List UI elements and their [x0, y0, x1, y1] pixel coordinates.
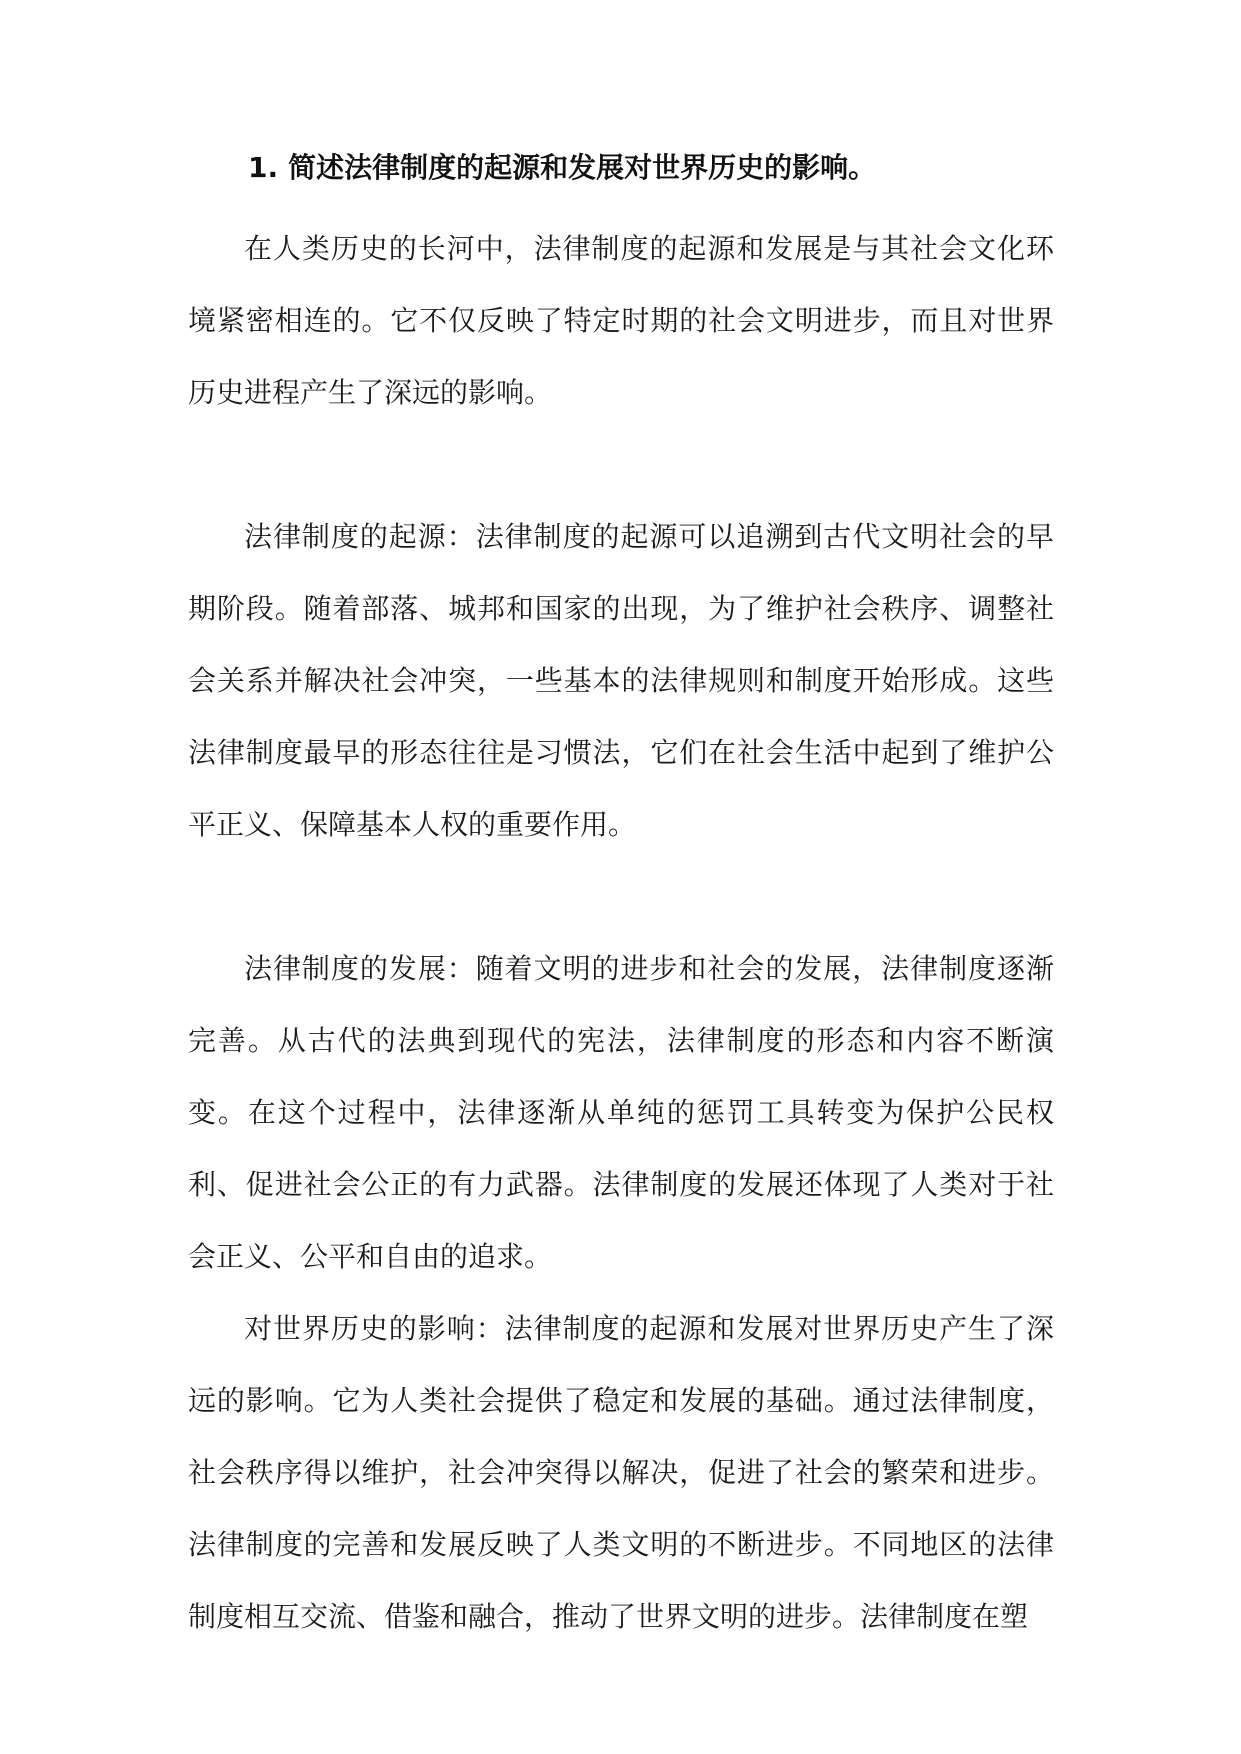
paragraph-influence: 对世界历史的影响：法律制度的起源和发展对世界历史产生了深远的影响。它为人类社会提供了稳定和发展的基础。通过法律制度，社会秩序得以维护，社会冲突得以解决，促进了社会的繁荣和进步。法律制度的完善和发展反映了人类文明的不断进步。不同地区的法律制度相互交流、借鉴和融合，推动了世界文明的进步。法律制度在塑 [188, 1312, 1054, 1633]
question-number: 1. [248, 151, 279, 184]
paragraph-development: 法律制度的发展：随着文明的进步和社会的发展，法律制度逐渐完善。从古代的法典到现代的宪法，法律制度的形态和内容不断演变。在这个过程中，法律逐渐从单纯的惩罚工具转变为保护公民权利、促进社会公正的有力武器。法律制度的发展还体现了人类对于社会正义、公平和自由的追求。 [188, 952, 1054, 1273]
paragraph-origin: 法律制度的起源：法律制度的起源可以追溯到古代文明社会的早期阶段。随着部落、城邦和国家的出现，为了维护社会秩序、调整社会关系并解决社会冲突，一些基本的法律规则和制度开始形成。这些法律制度最早的形态往往是习惯法，它们在社会生活中起到了维护公平正义、保障基本人权的重要作用。 [188, 520, 1054, 841]
question-title: 简述法律制度的起源和发展对世界历史的影响。 [288, 151, 877, 184]
paragraph-intro: 在人类历史的长河中，法律制度的起源和发展是与其社会文化环境紧密相连的。它不仅反映了特定时期的社会文明进步，而且对世界历史进程产生了深远的影响。 [188, 232, 1054, 409]
question-heading [248, 148, 1054, 188]
